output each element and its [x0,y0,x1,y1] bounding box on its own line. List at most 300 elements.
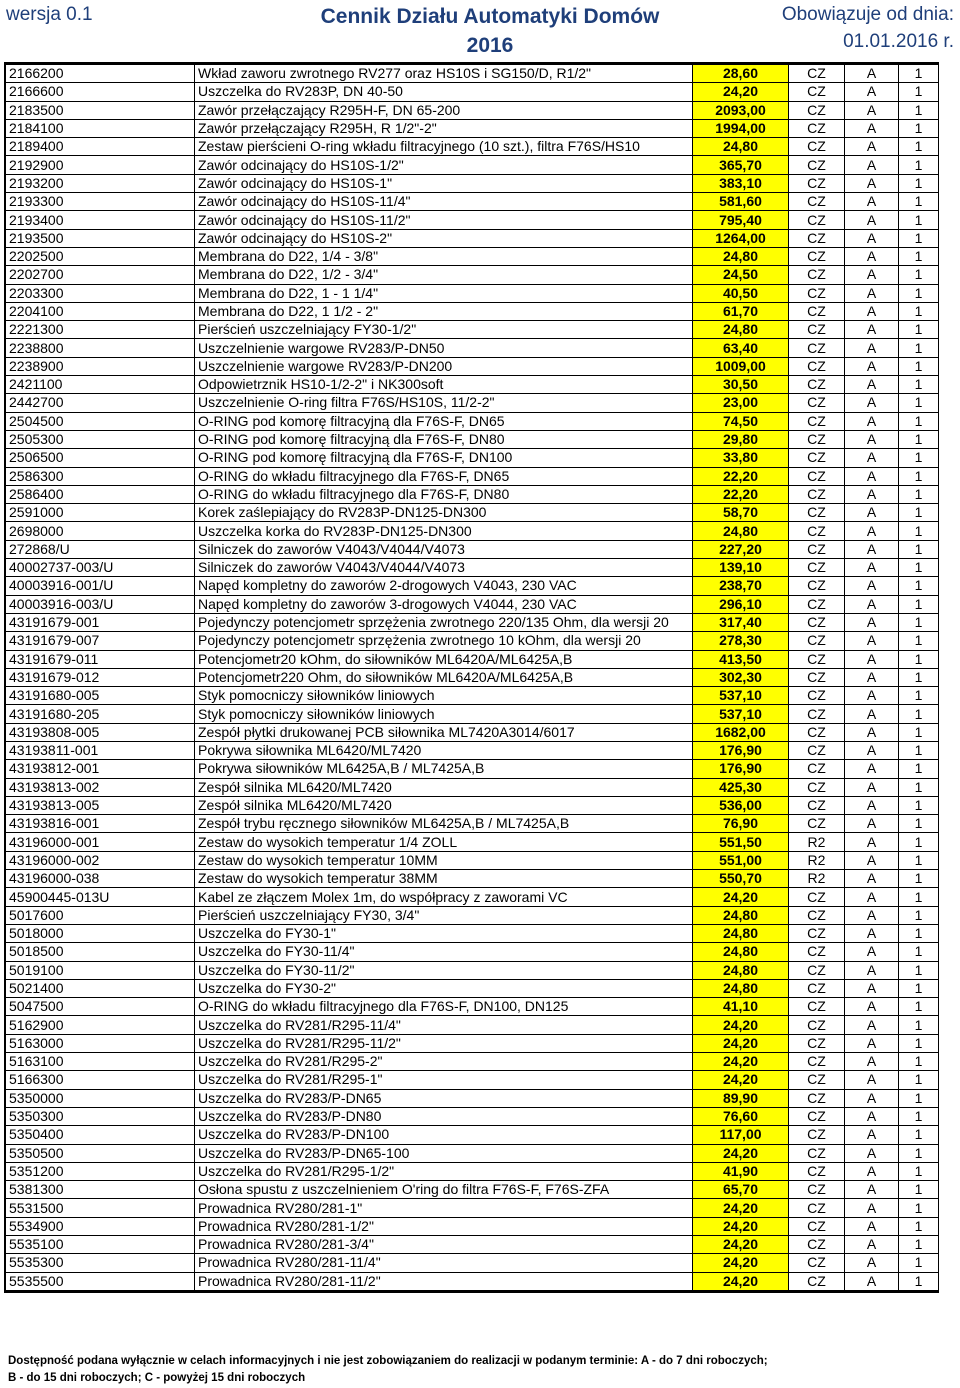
product-code-cell: 2193400 [6,211,195,229]
table-row [6,906,939,924]
currency-code-cell: CZ [789,394,845,412]
quantity-cell: 1 [899,1217,939,1235]
price-cell: 117,00 [693,1126,789,1144]
quantity-cell: 1 [899,174,939,192]
quantity-cell: 1 [899,1071,939,1089]
table-row [6,943,939,961]
product-code-cell: 5018000 [6,924,195,942]
description-cell: Uszczelka do RV283/P-DN80 [195,1107,693,1125]
availability-cell: A [845,778,899,796]
currency-code-cell: R2 [789,833,845,851]
currency-code-cell: CZ [789,559,845,577]
currency-code-cell: CZ [789,1034,845,1052]
currency-code-cell: CZ [789,302,845,320]
version-label: wersja 0.1 [6,4,93,25]
price-cell: 28,60 [693,65,789,83]
availability-cell: A [845,522,899,540]
availability-cell: A [845,577,899,595]
price-cell: 537,10 [693,705,789,723]
table-row [6,723,939,741]
currency-code-cell: R2 [789,851,845,869]
description-cell: Prowadnica RV280/281-1/2" [195,1217,693,1235]
price-cell: 24,20 [693,888,789,906]
table-row [6,1254,939,1272]
valid-from-date: 01.01.2016 r. [843,31,954,52]
price-cell: 24,80 [693,979,789,997]
description-cell: Styk pomocniczy siłowników liniowych [195,705,693,723]
availability-cell: A [845,632,899,650]
price-cell: 139,10 [693,559,789,577]
quantity-cell: 1 [899,778,939,796]
currency-code-cell: CZ [789,1181,845,1199]
currency-code-cell: CZ [789,723,845,741]
product-code-cell: 2189400 [6,138,195,156]
availability-note-line-1: Dostępność podana wyłącznie w celach informacyjnych i nie jest zobowiązaniem do realizacji w podanym terminie: A - do 7 dni roboczych; [8,1355,768,1367]
table-row [6,1199,939,1217]
description-cell: Zespół silnika ML6420/ML7420 [195,778,693,796]
quantity-cell: 1 [899,888,939,906]
price-cell: 238,70 [693,577,789,595]
price-cell: 41,90 [693,1162,789,1180]
table-row [6,1272,939,1290]
description-cell: Zespół trybu ręcznego siłowników ML6425A,B / ML7425A,B [195,815,693,833]
description-cell: Pierścień uszczelniający FY30-1/2" [195,321,693,339]
table-row [6,522,939,540]
table-row [6,1181,939,1199]
product-code-cell: 2193300 [6,193,195,211]
table-row [6,1217,939,1235]
quantity-cell: 1 [899,540,939,558]
currency-code-cell: CZ [789,961,845,979]
table-row [6,1034,939,1052]
currency-code-cell: CZ [789,193,845,211]
price-cell: 76,60 [693,1107,789,1125]
currency-code-cell: CZ [789,321,845,339]
price-cell: 63,40 [693,339,789,357]
price-cell: 24,20 [693,1016,789,1034]
quantity-cell: 1 [899,449,939,467]
currency-code-cell: CZ [789,943,845,961]
product-code-cell: 5163100 [6,1053,195,1071]
currency-code-cell: CZ [789,705,845,723]
product-code-cell: 43193811-001 [6,741,195,759]
availability-cell: A [845,229,899,247]
table-row [6,979,939,997]
price-cell: 1682,00 [693,723,789,741]
product-code-cell: 2238900 [6,357,195,375]
description-cell: Uszczelka do RV283/P-DN100 [195,1126,693,1144]
price-cell: 24,80 [693,138,789,156]
description-cell: Uszczelka do RV283/P-DN65 [195,1089,693,1107]
table-row [6,796,939,814]
table-row [6,741,939,759]
product-code-cell: 2202700 [6,266,195,284]
description-cell: Potencjometr220 Ohm, do siłowników ML6420A/ML6425A,B [195,668,693,686]
price-cell: 24,20 [693,1144,789,1162]
currency-code-cell: CZ [789,449,845,467]
product-code-cell: 43191679-011 [6,650,195,668]
availability-cell: A [845,138,899,156]
quantity-cell: 1 [899,266,939,284]
currency-code-cell: CZ [789,522,845,540]
table-row [6,376,939,394]
currency-code-cell: CZ [789,1254,845,1272]
product-code-cell: 5163000 [6,1034,195,1052]
quantity-cell: 1 [899,211,939,229]
availability-cell: A [845,174,899,192]
currency-code-cell: CZ [789,1217,845,1235]
availability-cell: A [845,760,899,778]
price-cell: 278,30 [693,632,789,650]
table-row [6,1107,939,1125]
product-code-cell: 2192900 [6,156,195,174]
availability-cell: A [845,741,899,759]
availability-cell: A [845,302,899,320]
quantity-cell: 1 [899,870,939,888]
table-row [6,229,939,247]
description-cell: O-RING do wkładu filtracyjnego dla F76S-F, DN65 [195,467,693,485]
quantity-cell: 1 [899,1126,939,1144]
description-cell: Zawór odcinający do HS10S-11/2" [195,211,693,229]
product-code-cell: 45900445-013U [6,888,195,906]
description-cell: Zespół płytki drukowanej PCB siłownika ML7420A3014/6017 [195,723,693,741]
product-code-cell: 5531500 [6,1199,195,1217]
quantity-cell: 1 [899,1236,939,1254]
price-cell: 176,90 [693,760,789,778]
availability-cell: A [845,211,899,229]
product-code-cell: 43196000-002 [6,851,195,869]
product-code-cell: 40002737-003/U [6,559,195,577]
quantity-cell: 1 [899,924,939,942]
table-row [6,760,939,778]
currency-code-cell: CZ [789,504,845,522]
table-row [6,1126,939,1144]
table-row [6,1016,939,1034]
product-code-cell: 2506500 [6,449,195,467]
product-code-cell: 2204100 [6,302,195,320]
product-code-cell: 43193813-005 [6,796,195,814]
table-row [6,613,939,631]
availability-cell: A [845,65,899,83]
price-cell: 22,20 [693,485,789,503]
availability-cell: A [845,723,899,741]
availability-cell: A [845,1071,899,1089]
description-cell: Styk pomocniczy siłowników liniowych [195,687,693,705]
table-row [6,357,939,375]
availability-cell: A [845,833,899,851]
availability-cell: A [845,1254,899,1272]
product-code-cell: 5351200 [6,1162,195,1180]
table-row [6,1053,939,1071]
quantity-cell: 1 [899,247,939,265]
currency-code-cell: CZ [789,412,845,430]
availability-cell: A [845,540,899,558]
quantity-cell: 1 [899,577,939,595]
table-row [6,833,939,851]
description-cell: Uszczelka do RV283/P-DN65-100 [195,1144,693,1162]
description-cell: Pojedynczy potencjometr sprzężenia zwrotnego 10 kOhm, dla wersji 20 [195,632,693,650]
quantity-cell: 1 [899,430,939,448]
product-code-cell: 272868/U [6,540,195,558]
price-cell: 58,70 [693,504,789,522]
price-cell: 302,30 [693,668,789,686]
quantity-cell: 1 [899,138,939,156]
price-cell: 383,10 [693,174,789,192]
description-cell: Uszczelka do RV283P, DN 40-50 [195,83,693,101]
table-row [6,156,939,174]
availability-cell: A [845,668,899,686]
product-code-cell: 2203300 [6,284,195,302]
quantity-cell: 1 [899,339,939,357]
currency-code-cell: CZ [789,815,845,833]
description-cell: Uszczelnienie O-ring filtra F76S/HS10S, 11/2-2" [195,394,693,412]
product-code-cell: 5021400 [6,979,195,997]
product-code-cell: 2193200 [6,174,195,192]
valid-from-label: Obowiązuje od dnia: [781,4,954,25]
product-code-cell: 2193500 [6,229,195,247]
availability-cell: A [845,998,899,1016]
availability-cell: A [845,1272,899,1290]
quantity-cell: 1 [899,376,939,394]
product-code-cell: 43193812-001 [6,760,195,778]
availability-cell: A [845,119,899,137]
availability-cell: A [845,851,899,869]
description-cell: Zawór odcinający do HS10S-1" [195,174,693,192]
description-cell: Odpowietrznik HS10-1/2-2" i NK300soft [195,376,693,394]
currency-code-cell: CZ [789,156,845,174]
currency-code-cell: CZ [789,760,845,778]
price-cell: 24,20 [693,1272,789,1290]
currency-code-cell: CZ [789,376,845,394]
availability-cell: A [845,906,899,924]
price-cell: 365,70 [693,156,789,174]
price-cell: 74,50 [693,412,789,430]
currency-code-cell: CZ [789,1089,845,1107]
availability-cell: A [845,467,899,485]
description-cell: Membrana do D22, 1/4 - 3/8" [195,247,693,265]
description-cell: Kabel ze złączem Molex 1m, do współpracy z zaworami VC [195,888,693,906]
currency-code-cell: CZ [789,138,845,156]
table-row [6,321,939,339]
description-cell: Uszczelka do RV281/R295-1" [195,1071,693,1089]
quantity-cell: 1 [899,741,939,759]
quantity-cell: 1 [899,998,939,1016]
product-code-cell: 40003916-001/U [6,577,195,595]
product-code-cell: 5535500 [6,1272,195,1290]
price-cell: 537,10 [693,687,789,705]
table-row [6,1089,939,1107]
price-cell: 76,90 [693,815,789,833]
quantity-cell: 1 [899,705,939,723]
product-code-cell: 5350400 [6,1126,195,1144]
price-cell: 24,80 [693,321,789,339]
table-row [6,193,939,211]
quantity-cell: 1 [899,760,939,778]
quantity-cell: 1 [899,851,939,869]
product-code-cell: 5047500 [6,998,195,1016]
quantity-cell: 1 [899,412,939,430]
table-row [6,595,939,613]
quantity-cell: 1 [899,1162,939,1180]
price-cell: 24,80 [693,943,789,961]
product-code-cell: 40003916-003/U [6,595,195,613]
price-cell: 24,20 [693,1071,789,1089]
price-cell: 24,80 [693,906,789,924]
description-cell: Zawór przełączający R295H, R 1/2"-2" [195,119,693,137]
quantity-cell: 1 [899,833,939,851]
price-cell: 536,00 [693,796,789,814]
table-row [6,119,939,137]
product-code-cell: 5350500 [6,1144,195,1162]
quantity-cell: 1 [899,321,939,339]
currency-code-cell: CZ [789,1236,845,1254]
price-cell: 550,70 [693,870,789,888]
currency-code-cell: CZ [789,796,845,814]
product-code-cell: 2202500 [6,247,195,265]
product-code-cell: 5162900 [6,1016,195,1034]
table-row [6,1144,939,1162]
availability-cell: A [845,705,899,723]
product-code-cell: 2421100 [6,376,195,394]
availability-cell: A [845,449,899,467]
quantity-cell: 1 [899,979,939,997]
product-code-cell: 2505300 [6,430,195,448]
availability-cell: A [845,687,899,705]
availability-cell: A [845,83,899,101]
availability-cell: A [845,485,899,503]
table-row [6,632,939,650]
description-cell: Zestaw do wysokich temperatur 10MM [195,851,693,869]
table-row [6,1236,939,1254]
currency-code-cell: CZ [789,1016,845,1034]
table-row [6,247,939,265]
description-cell: Napęd kompletny do zaworów 3-drogowych V4044, 230 VAC [195,595,693,613]
currency-code-cell: CZ [789,979,845,997]
quantity-cell: 1 [899,632,939,650]
currency-code-cell: CZ [789,888,845,906]
currency-code-cell: CZ [789,65,845,83]
currency-code-cell: CZ [789,247,845,265]
product-code-cell: 5350000 [6,1089,195,1107]
product-code-cell: 43191680-205 [6,705,195,723]
description-cell: Uszczelka korka do RV283P-DN125-DN300 [195,522,693,540]
product-code-cell: 2442700 [6,394,195,412]
price-cell: 1264,00 [693,229,789,247]
product-code-cell: 43191679-012 [6,668,195,686]
description-cell: Uszczelka do RV281/R295-2" [195,1053,693,1071]
description-cell: Pierścień uszczelniający FY30, 3/4" [195,906,693,924]
currency-code-cell: CZ [789,687,845,705]
availability-cell: A [845,394,899,412]
table-row [6,394,939,412]
table-row [6,924,939,942]
currency-code-cell: CZ [789,211,845,229]
table-row [6,211,939,229]
currency-code-cell: CZ [789,266,845,284]
quantity-cell: 1 [899,650,939,668]
description-cell: Prowadnica RV280/281-3/4" [195,1236,693,1254]
description-cell: Pokrywa siłowników ML6425A,B / ML7425A,B [195,760,693,778]
description-cell: Uszczelka do RV281/R295-11/2" [195,1034,693,1052]
currency-code-cell: CZ [789,485,845,503]
quantity-cell: 1 [899,796,939,814]
availability-cell: A [845,961,899,979]
description-cell: Zespół silnika ML6420/ML7420 [195,796,693,814]
description-cell: Uszczelka do FY30-1" [195,924,693,942]
currency-code-cell: CZ [789,1071,845,1089]
price-cell: 24,20 [693,1199,789,1217]
product-code-cell: 2238800 [6,339,195,357]
availability-cell: A [845,1053,899,1071]
quantity-cell: 1 [899,723,939,741]
price-cell: 22,20 [693,467,789,485]
currency-code-cell: CZ [789,650,845,668]
availability-cell: A [845,1181,899,1199]
quantity-cell: 1 [899,193,939,211]
table-row [6,851,939,869]
product-code-cell: 2591000 [6,504,195,522]
table-row [6,138,939,156]
quantity-cell: 1 [899,1016,939,1034]
description-cell: Napęd kompletny do zaworów 2-drogowych V4043, 230 VAC [195,577,693,595]
availability-cell: A [845,613,899,631]
description-cell: Korek zaślepiający do RV283P-DN125-DN300 [195,504,693,522]
currency-code-cell: CZ [789,998,845,1016]
currency-code-cell: CZ [789,778,845,796]
price-cell: 33,80 [693,449,789,467]
availability-cell: A [845,376,899,394]
currency-code-cell: CZ [789,632,845,650]
quantity-cell: 1 [899,1107,939,1125]
currency-code-cell: CZ [789,101,845,119]
quantity-cell: 1 [899,906,939,924]
price-cell: 89,90 [693,1089,789,1107]
quantity-cell: 1 [899,302,939,320]
availability-cell: A [845,888,899,906]
product-code-cell: 2166200 [6,65,195,83]
quantity-cell: 1 [899,467,939,485]
table-row [6,302,939,320]
availability-cell: A [845,979,899,997]
currency-code-cell: CZ [789,1107,845,1125]
price-cell: 24,20 [693,1236,789,1254]
price-cell: 29,80 [693,430,789,448]
product-code-cell: 2698000 [6,522,195,540]
quantity-cell: 1 [899,119,939,137]
table-row [6,174,939,192]
price-cell: 296,10 [693,595,789,613]
table-row [6,998,939,1016]
availability-cell: A [845,339,899,357]
availability-cell: A [845,156,899,174]
table-row [6,1071,939,1089]
currency-code-cell: CZ [789,540,845,558]
currency-code-cell: CZ [789,467,845,485]
availability-cell: A [845,924,899,942]
price-cell: 317,40 [693,613,789,631]
price-cell: 24,50 [693,266,789,284]
description-cell: O-RING pod komorę filtracyjną dla F76S-F, DN65 [195,412,693,430]
product-code-cell: 43191680-005 [6,687,195,705]
price-table-body [6,65,939,1291]
product-code-cell: 43193813-002 [6,778,195,796]
description-cell: Uszczelka do FY30-11/4" [195,943,693,961]
availability-cell: A [845,266,899,284]
product-code-cell: 5166300 [6,1071,195,1089]
description-cell: Osłona spustu z uszczelnieniem O'ring do filtra F76S-F, F76S-ZFA [195,1181,693,1199]
description-cell: O-RING do wkładu filtracyjnego dla F76S-F, DN100, DN125 [195,998,693,1016]
product-code-cell: 43191679-001 [6,613,195,631]
